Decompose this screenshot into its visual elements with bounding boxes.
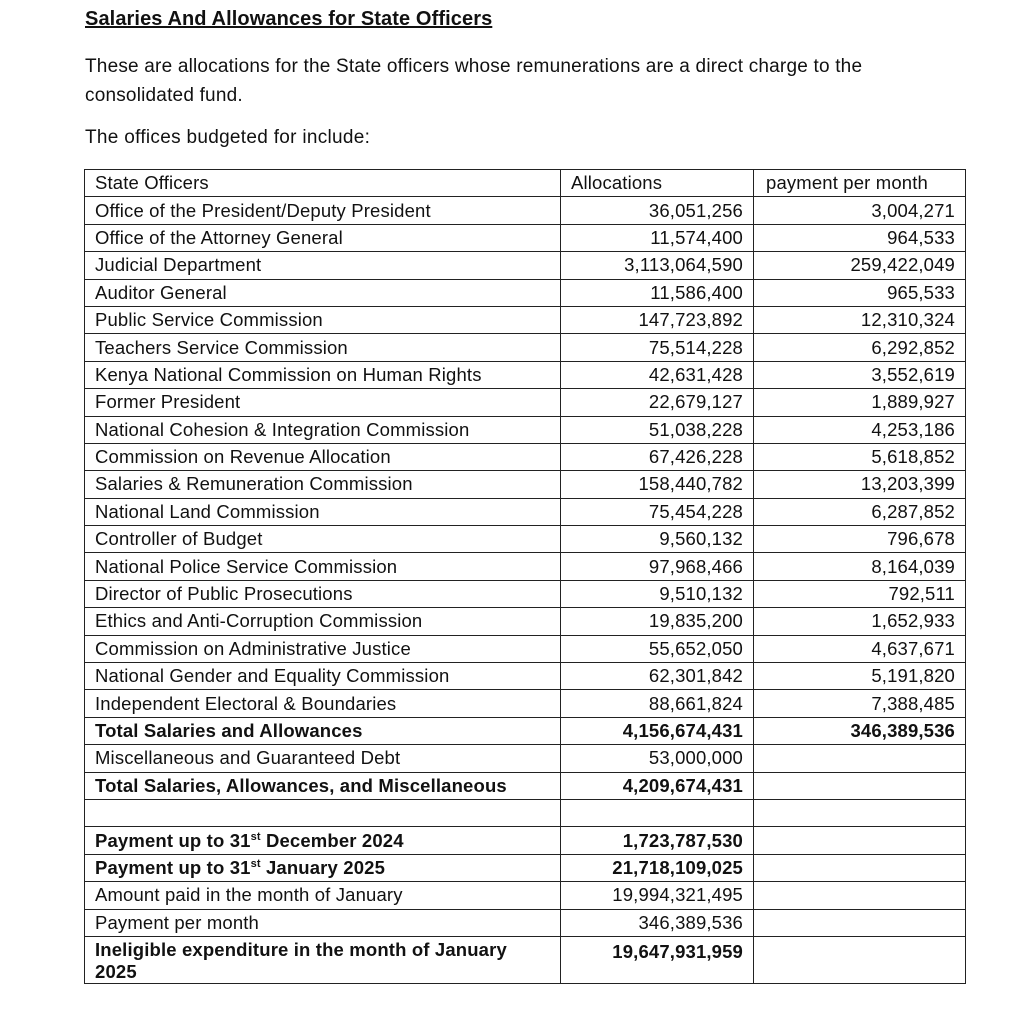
- table-row: [85, 498, 966, 525]
- payment-per-month-label: Payment per month: [85, 909, 561, 936]
- table-row: [85, 526, 966, 553]
- table-row: [85, 279, 966, 306]
- table-row: [85, 553, 966, 580]
- allocation-value: 75,454,228: [561, 498, 754, 525]
- table-row: [85, 580, 966, 607]
- monthly-value: 5,191,820: [754, 663, 966, 690]
- allocation-value: 75,514,228: [561, 334, 754, 361]
- ineligible-expenditure-row: [85, 936, 966, 983]
- amount-paid-value: 19,994,321,495: [561, 882, 754, 909]
- spacer-cell: [754, 799, 966, 826]
- empty-cell: [754, 909, 966, 936]
- allocation-value: 11,574,400: [561, 224, 754, 251]
- allocation-value: 3,113,064,590: [561, 252, 754, 279]
- label-text: January 2025: [260, 856, 386, 878]
- ineligible-label: Ineligible expenditure in the month of January 2025: [85, 936, 561, 983]
- table-row: [85, 252, 966, 279]
- label-text: Payment up to 31: [95, 829, 251, 851]
- ordinal-suffix: st: [250, 857, 261, 870]
- monthly-value: 259,422,049: [754, 252, 966, 279]
- allocation-value: 88,661,824: [561, 690, 754, 717]
- payment-january-value: 21,718,109,025: [561, 854, 754, 881]
- header-allocations: Allocations: [561, 170, 754, 197]
- table-row: [85, 416, 966, 443]
- office-name: Former President: [85, 389, 561, 416]
- monthly-value: 1,652,933: [754, 608, 966, 635]
- monthly-value: 13,203,399: [754, 471, 966, 498]
- office-name: Office of the President/Deputy President: [85, 197, 561, 224]
- allocation-value: 11,586,400: [561, 279, 754, 306]
- table-row: [85, 197, 966, 224]
- header-state-officers: State Officers: [85, 170, 561, 197]
- office-name: Director of Public Prosecutions: [85, 580, 561, 607]
- office-name: Auditor General: [85, 279, 561, 306]
- monthly-value: 964,533: [754, 224, 966, 251]
- ordinal-suffix: st: [250, 830, 261, 843]
- empty-cell: [754, 936, 966, 983]
- spacer-row: [85, 799, 966, 826]
- table-row: [85, 635, 966, 662]
- office-name: Salaries & Remuneration Commission: [85, 471, 561, 498]
- ineligible-value: 19,647,931,959: [561, 936, 754, 983]
- misc-empty: [754, 745, 966, 772]
- table-row: [85, 608, 966, 635]
- lead-sentence: The offices budgeted for include:: [85, 127, 371, 148]
- allocation-value: 42,631,428: [561, 361, 754, 388]
- total-monthly: 346,389,536: [754, 717, 966, 744]
- intro-paragraph: These are allocations for the State officers whose remunerations are a direct charge to the consolidated fund.: [85, 56, 863, 106]
- allocations-table-body: [85, 170, 966, 984]
- label-text: December 2024: [260, 829, 404, 851]
- office-name: Office of the Attorney General: [85, 224, 561, 251]
- payment-december-row: [85, 827, 966, 854]
- misc-allocation: 53,000,000: [561, 745, 754, 772]
- allocation-value: 67,426,228: [561, 443, 754, 470]
- empty-cell: [754, 827, 966, 854]
- payment-january-row: [85, 854, 966, 881]
- table-row: [85, 471, 966, 498]
- total-row: [85, 717, 966, 744]
- office-name: Teachers Service Commission: [85, 334, 561, 361]
- monthly-value: 5,618,852: [754, 443, 966, 470]
- grand-total-empty: [754, 772, 966, 799]
- grand-total-allocation: 4,209,674,431: [561, 772, 754, 799]
- monthly-value: 796,678: [754, 526, 966, 553]
- payment-per-month-value: 346,389,536: [561, 909, 754, 936]
- grand-total-label: Total Salaries, Allowances, and Miscellaneous: [85, 772, 561, 799]
- office-name: Independent Electoral & Boundaries: [85, 690, 561, 717]
- allocation-value: 55,652,050: [561, 635, 754, 662]
- label-text: Payment up to 31: [95, 856, 251, 878]
- monthly-value: 6,287,852: [754, 498, 966, 525]
- amount-paid-january-row: [85, 882, 966, 909]
- table-row: [85, 443, 966, 470]
- total-allocation: 4,156,674,431: [561, 717, 754, 744]
- payment-december-label: [85, 827, 561, 854]
- office-name: Controller of Budget: [85, 526, 561, 553]
- monthly-value: 6,292,852: [754, 334, 966, 361]
- allocation-value: 158,440,782: [561, 471, 754, 498]
- monthly-value: 12,310,324: [754, 306, 966, 333]
- monthly-value: 3,004,271: [754, 197, 966, 224]
- office-name: National Cohesion & Integration Commission: [85, 416, 561, 443]
- spacer-cell: [561, 799, 754, 826]
- office-name: Ethics and Anti-Corruption Commission: [85, 608, 561, 635]
- table-row: [85, 389, 966, 416]
- allocation-value: 51,038,228: [561, 416, 754, 443]
- office-name: Commission on Administrative Justice: [85, 635, 561, 662]
- amount-paid-label: Amount paid in the month of January: [85, 882, 561, 909]
- header-payment-per-month: payment per month: [754, 170, 966, 197]
- monthly-value: 4,253,186: [754, 416, 966, 443]
- empty-cell: [754, 854, 966, 881]
- table-header-row: [85, 170, 966, 197]
- allocation-value: 36,051,256: [561, 197, 754, 224]
- monthly-value: 1,889,927: [754, 389, 966, 416]
- table-row: [85, 690, 966, 717]
- monthly-value: 8,164,039: [754, 553, 966, 580]
- office-name: Kenya National Commission on Human Rights: [85, 361, 561, 388]
- table-row: [85, 306, 966, 333]
- section-heading: Salaries And Allowances for State Officers: [85, 8, 493, 30]
- spacer-cell: [85, 799, 561, 826]
- allocation-value: 147,723,892: [561, 306, 754, 333]
- monthly-value: 792,511: [754, 580, 966, 607]
- allocation-value: 97,968,466: [561, 553, 754, 580]
- office-name: Public Service Commission: [85, 306, 561, 333]
- allocation-value: 62,301,842: [561, 663, 754, 690]
- allocation-value: 9,510,132: [561, 580, 754, 607]
- empty-cell: [754, 882, 966, 909]
- office-name: National Gender and Equality Commission: [85, 663, 561, 690]
- office-name: National Police Service Commission: [85, 553, 561, 580]
- office-name: Commission on Revenue Allocation: [85, 443, 561, 470]
- monthly-value: 7,388,485: [754, 690, 966, 717]
- table-row: [85, 334, 966, 361]
- table-row: [85, 361, 966, 388]
- payment-december-value: 1,723,787,530: [561, 827, 754, 854]
- table-row: [85, 224, 966, 251]
- total-label: Total Salaries and Allowances: [85, 717, 561, 744]
- allocation-value: 19,835,200: [561, 608, 754, 635]
- allocations-table: [84, 169, 966, 984]
- misc-label: Miscellaneous and Guaranteed Debt: [85, 745, 561, 772]
- allocation-value: 22,679,127: [561, 389, 754, 416]
- allocation-value: 9,560,132: [561, 526, 754, 553]
- misc-row: [85, 745, 966, 772]
- payment-per-month-row: [85, 909, 966, 936]
- table-row: [85, 663, 966, 690]
- office-name: Judicial Department: [85, 252, 561, 279]
- monthly-value: 965,533: [754, 279, 966, 306]
- monthly-value: 3,552,619: [754, 361, 966, 388]
- office-name: National Land Commission: [85, 498, 561, 525]
- monthly-value: 4,637,671: [754, 635, 966, 662]
- payment-january-label: [85, 854, 561, 881]
- grand-total-row: [85, 772, 966, 799]
